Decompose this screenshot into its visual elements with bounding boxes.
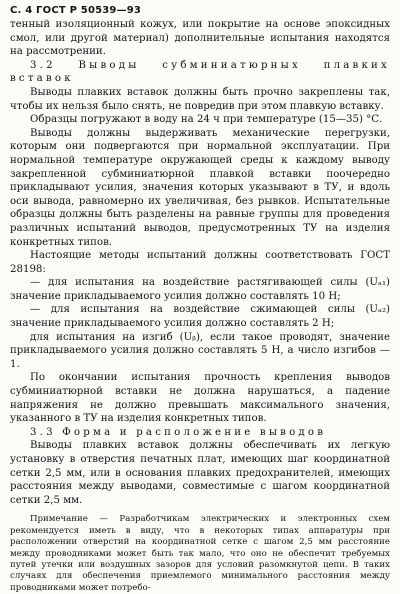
page-header: С. 4 ГОСТ Р 50539—93 (10, 5, 142, 16)
paragraph-test-methods: Настоящие методы испытаний должны соответствовать ГОСТ 28198: (10, 250, 390, 275)
paragraph-pins-layout: Выводы плавких вставок должны обеспечивать их легкую установку в отверстия печатных плат, имеющих шаг координатной сетки 2,5 мм, или в основания плавких предохранителей, имеющих расстояния между выводами, совместимые с шагом координатной сетки 2,5 мм. (10, 440, 390, 506)
paragraph-continuation: тенный изоляционный кожух, или покрытие на основе эпоксидных смол, или другой материал) дополнительные испытания находятся на рассмотрении. (10, 19, 390, 58)
list-item-bending: для испытания на изгиб (Uᵦ), если такое проводят, значение прикладываемого усилия должно составлять 5 Н, а число изгибов — 1. (10, 331, 390, 370)
list-item-compression: — для испытания на воздействие сжимающей силы (Uₐ₂) значение прикладываемого усилия должно составлять 2 Н; (10, 304, 390, 330)
section-heading-3-2: 3.2 Выводы субминиатюрных плавких вставок (10, 59, 390, 85)
paragraph-after-test: По окончании испытания прочность крепления выводов субминиатюрной вставки не должна нарушаться, а падение напряжения не должно превышать максимального значения, указанного в ТУ на изделия конкретных типов. (10, 372, 390, 425)
paragraph-fixing: Выводы плавких вставок должны быть прочно закреплены так, чтобы их нельзя было снять, не повредив при этом плавкую вставку. (10, 86, 390, 112)
note-text: Примечание — Разработчикам электрических и электронных схем рекомендуется иметь в виду, что в некоторых типах аппаратуры при расположении отверстий на координатной сетке с шагом 2,5 мм расстояние между проводниками может быть так мало, что оно не обеспечит требуемых путей утечки или воздушных зазоров для условий разомкнутой цепи. В таких случаях для обеспечения приемлемого минимального расстояния между проводниками может потребо- (10, 514, 390, 593)
paragraph-mechanical-loads: Выводы должны выдерживать механические перегрузки, которым они подвергаются при нормальной эксплуатации. При нормальной температуре окружающей среды к каждому выводу закрепленной субминиатюрной плавкой вставки поочередно прикладывают усилия, значения которых указывают в ТУ, и вдоль оси вывода, равномерно их увеличивая, без рывков. Испытательные образцы должны быть разделены на равные группы для проведения различных испытаний выводов, предусмотренных ТУ на изделия конкретных типов. (10, 127, 390, 248)
list-item-tension: — для испытания на воздействие растягивающей силы (Uₐ₁) значение прикладываемого усилия должно составлять 10 Н; (10, 277, 390, 302)
section-heading-3-3: 3.3 Форма и расположение выводов (30, 426, 327, 438)
paragraph-immersion: Образцы погружают в воду на 24 ч при температуре (15—35) °С. (30, 114, 383, 126)
